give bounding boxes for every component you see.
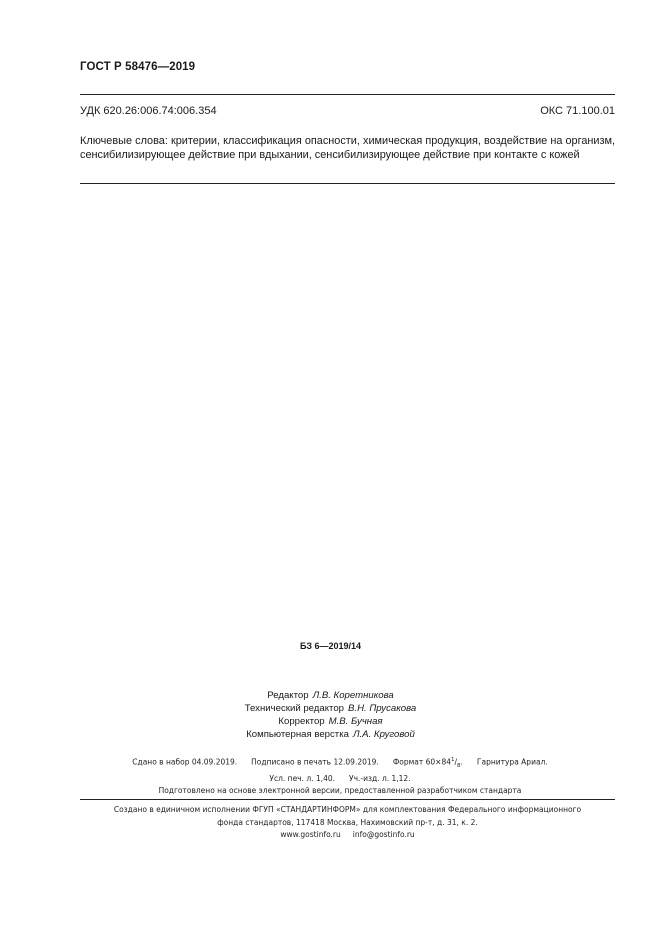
footer-line-1: Создано в единичном исполнении ФГУП «СТАНДАРТИНФОРМ» для комплектования Федерального информационного xyxy=(113,805,582,814)
print-info xyxy=(110,754,570,798)
print-sheets: Усл. печ. л. 1,40. xyxy=(269,773,336,783)
keywords-paragraph xyxy=(80,134,615,162)
credit-name: Л.В. Коретникова xyxy=(312,690,394,701)
footer-contacts xyxy=(80,829,615,842)
print-info-row-1: Сдано в набор 04.09.2019. Подписано в печать 12.09.2019. Формат $60\times 84^1/_8$. Гарнитура Ариал. xyxy=(132,757,548,769)
divider-footer xyxy=(80,799,615,800)
keywords-label: Ключевые слова: xyxy=(80,135,168,147)
submitted-date: Сдано в набор 04.09.2019. xyxy=(132,757,238,767)
oks-code: ОКС 71.100.01 xyxy=(540,105,615,117)
print-info-row-2 xyxy=(110,773,570,786)
credit-tech-editor xyxy=(0,702,661,715)
paper-format: Формат 60×84 xyxy=(392,757,451,767)
standard-designation: ГОСТ Р 58476—2019 xyxy=(80,61,196,73)
typeface: Гарнитура Ариал. xyxy=(476,757,548,767)
divider-keywords xyxy=(80,183,615,184)
signed-date: Подписано в печать 12.09.2019. xyxy=(251,757,379,767)
footer xyxy=(80,804,615,842)
credit-name: В.Н. Прусакова xyxy=(348,703,417,714)
credit-role: Компьютерная верстка xyxy=(246,729,349,740)
credit-role: Редактор xyxy=(267,690,309,701)
credit-corrector xyxy=(0,715,661,728)
credit-name: Л.А. Круговой xyxy=(352,729,415,740)
udk-code: УДК 620.26:006.74:006.354 xyxy=(80,105,217,117)
credit-editor xyxy=(0,689,661,702)
format-fraction-numerator: 1 xyxy=(451,757,455,763)
credit-role: Корректор xyxy=(278,716,325,727)
prepared-note: Подготовлено на основе электронной версии, предоставленной разработчиком стандарта xyxy=(158,786,522,795)
credit-name: М.В. Бучная xyxy=(328,716,383,727)
credit-role: Технический редактор xyxy=(244,703,345,714)
publisher-sheets: Уч.-изд. л. 1,12. xyxy=(349,773,411,783)
website-link[interactable]: www.gostinfo.ru xyxy=(280,830,341,839)
format-fraction-denominator: 8 xyxy=(457,763,461,769)
email-link[interactable]: info@gostinfo.ru xyxy=(352,830,415,839)
footer-line-2: фонда стандартов, 117418 Москва, Нахимовский пр-т, д. 31, к. 2. xyxy=(217,817,478,827)
divider-top xyxy=(80,94,615,95)
credit-layout xyxy=(0,728,661,741)
keywords-text: критерии, классификация опасности, химическая продукция, воздействие на организм, сенсибилизирующее действие при вдыхании, сенсибилизирующее действие при контакте с кожей xyxy=(80,135,616,161)
credits-block xyxy=(0,689,661,741)
bz-number: БЗ 6—2019/14 xyxy=(299,641,362,651)
